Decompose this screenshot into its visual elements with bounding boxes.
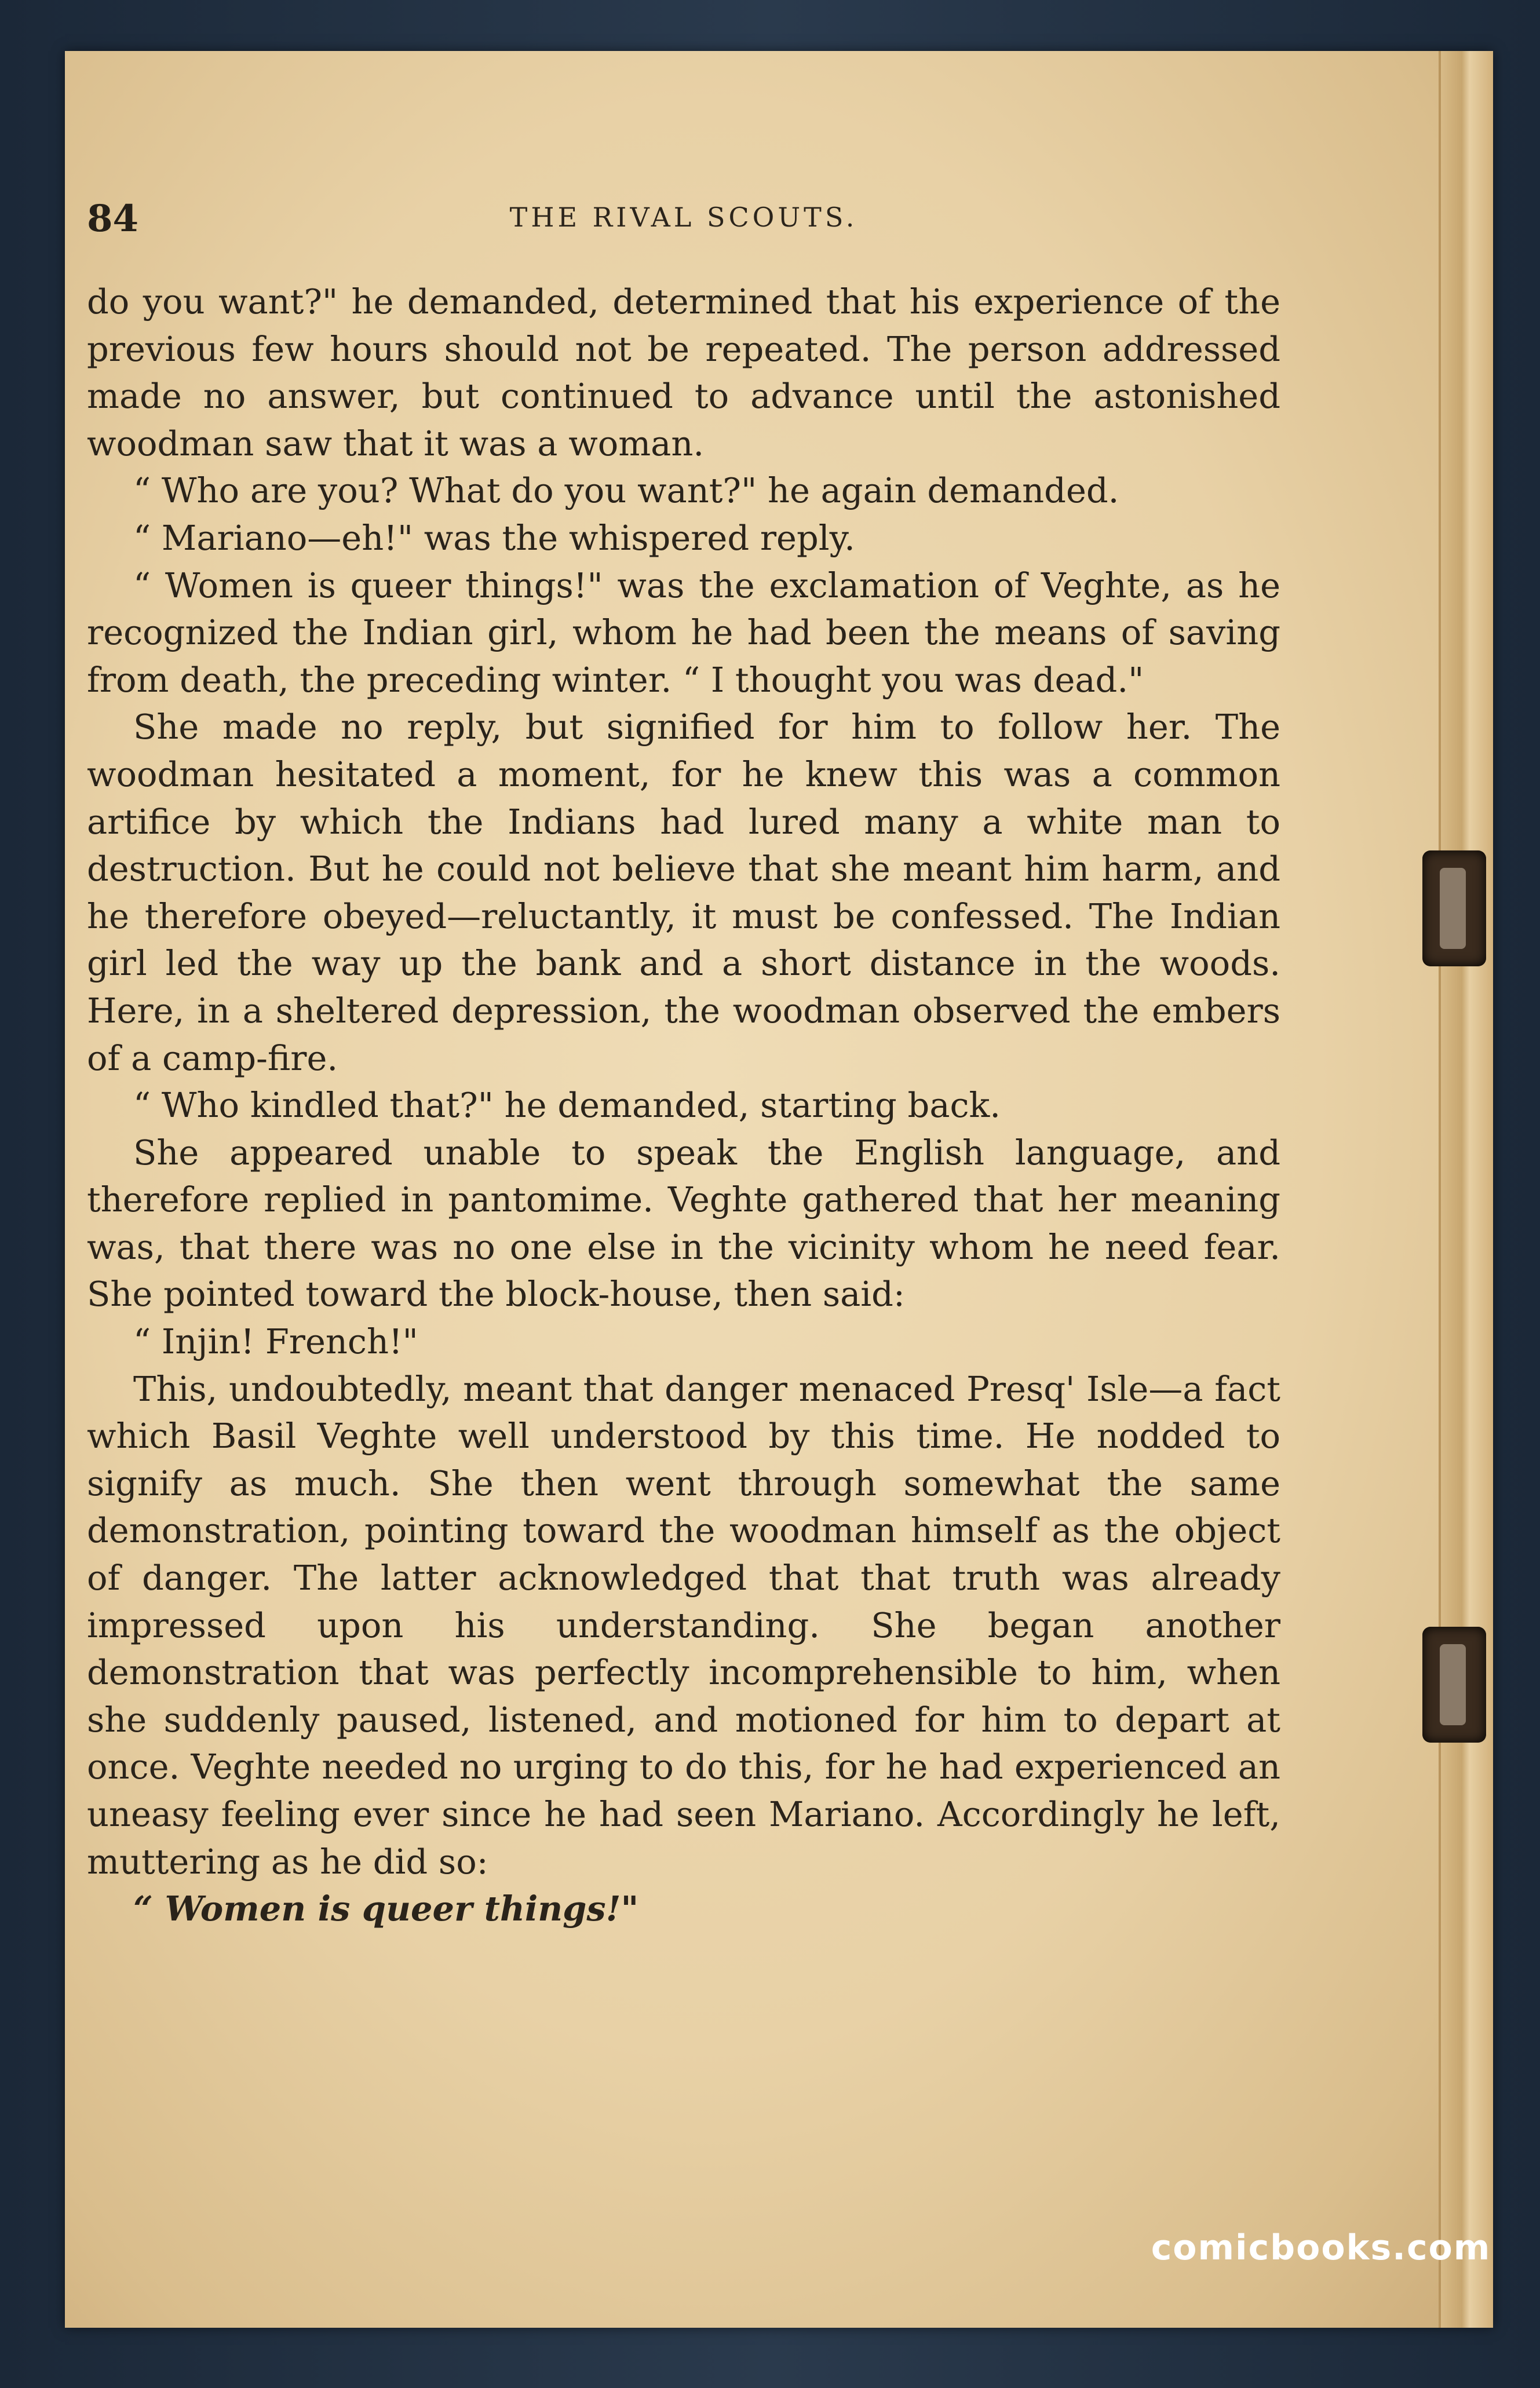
paragraph: She made no reply, but signified for him to follow her. The woodman hesitated a moment, for he knew this was a common artifice by which the Indians had lured many a white man to destruction. But he could not believe that she meant him harm, and he therefore obeyed—reluctantly, it must be confessed. The Indian girl led the way up the bank and a short distance in the woods. Here, in a sheltered depression, the woodman observed the embers of a camp-fire.: [87, 707, 1280, 1078]
binding-staple-icon: [1422, 1627, 1486, 1743]
paragraph: “ Injin! French!": [133, 1321, 418, 1362]
page-number: 84: [87, 197, 139, 240]
paragraph: “ Who kindled that?" he demanded, starting back.: [133, 1085, 1001, 1126]
closing-line: “ Women is queer things!": [133, 1889, 639, 1929]
paragraph: “ Women is queer things!" was the exclamation of Veghte, as he recognized the Indian girl, whom he had been the means of saving from death, the preceding winter. “ I thought you was dead.": [87, 565, 1280, 700]
page-header: [87, 197, 1280, 243]
paragraph: This, undoubtedly, meant that danger menaced Presq' Isle—a fact which Basil Veghte well understood by this time. He nodded to signify as much. She then went through somewhat the same demonstration, pointing toward the woodman himself as the object of danger. The latter acknowledged that that truth was already impressed upon his understanding. She began another demonstration that was perfectly incomprehensible to him, when she suddenly paused, listened, and motioned for him to depart at once. Veghte needed no urging to do this, for he had experienced an uneasy feeling ever since he had seen Mariano. Accordingly he left, muttering as he did so:: [87, 1368, 1280, 1882]
page-binding-edge: [1439, 51, 1493, 2328]
paragraph: “ Mariano—eh!" was the whispered reply.: [133, 517, 855, 558]
paragraph: She appeared unable to speak the English language, and therefore replied in pantomime. Veghte gathered that her meaning was, that there was no one else in the vicinity whom he need fear. She pointed toward the block-house, then said:: [87, 1132, 1280, 1315]
paragraph: “ Who are you? What do you want?" he again demanded.: [133, 470, 1119, 511]
binding-staple-icon: [1422, 850, 1486, 966]
paragraph: do you want?" he demanded, determined that his experience of the previous few hours should not be repeated. The person addressed made no answer, but continued to advance until the astonished woodman saw that it was a woman.: [87, 282, 1280, 463]
running-head: THE RIVAL SCOUTS.: [509, 202, 858, 233]
body-text: [87, 278, 1280, 1933]
site-watermark: comicbooks.com: [1151, 2228, 1491, 2268]
